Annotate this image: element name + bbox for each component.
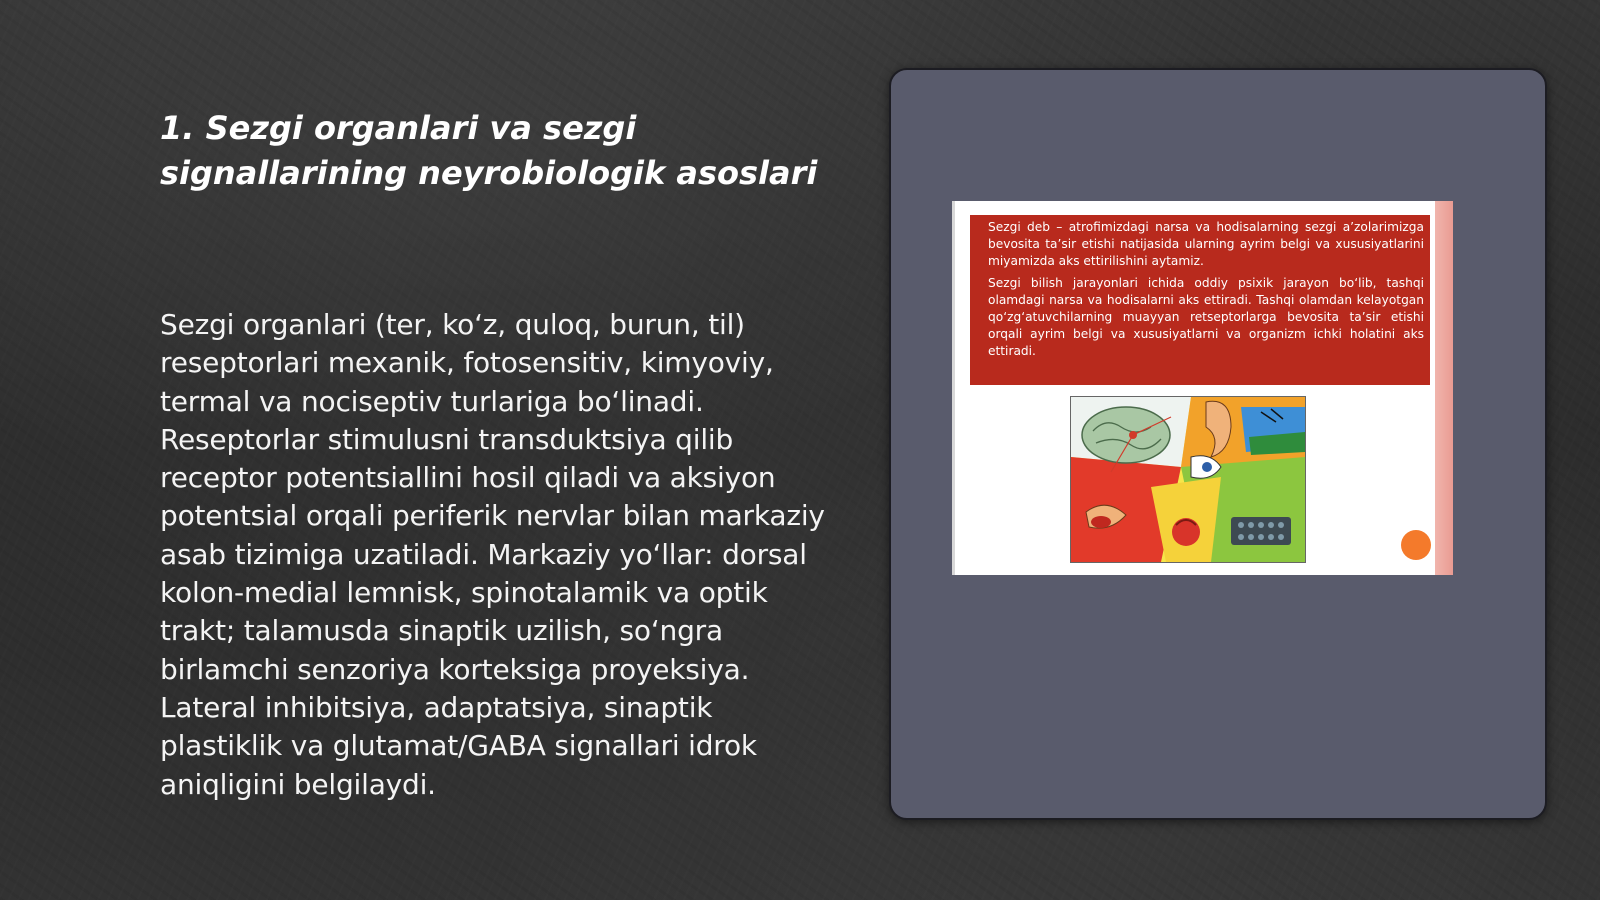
page-edge — [1435, 201, 1453, 575]
senses-collage-icon — [1071, 397, 1305, 562]
definition-paragraph-2: Sezgi bilish jarayonlari ichida oddiy psixik jarayon bo‘lib, tashqi olamdagi narsa va hodisalarni aks ettiradi. Tashqi olamdan kelayotgan qo‘zg‘atuvchilarning muayyan retseptorlarga bevosita ta’sir etishi orqali ayrim belgi va xususiyatlarni va organizm ichki holatini aks ettiradi. — [988, 275, 1424, 359]
senses-illustration — [1070, 396, 1306, 563]
image-panel — [889, 68, 1547, 820]
slide-body-text: Sezgi organlari (ter, ko‘z, quloq, burun, til) reseptorlari mexanik, fotosensitiv, kimyoviy, termal va nociseptiv turlariga bo‘linadi. Reseptorlar stimulusni transduktsiya qilib receptor potentsiallini hosil qiladi va aksiyon potentsial orqali periferik nervlar bilan markaziy asab tizimiga uzatiladi. Markaziy yo‘llar: dorsal kolon-medial lemnisk, spinotalamik va optik trakt; talamusda sinaptik uzilish, so‘ngra birlamchi senzoriya korteksiga proyeksiya. Lateral inhibitsiya, adaptatsiya, sinaptik plastiklik va glutamat/GABA signallari idrok aniqligini belgilaydi. — [160, 308, 825, 801]
orange-dot-icon — [1401, 530, 1431, 560]
slide-title: 1. Sezgi organlari va sezgi signallarining neyrobiologik asoslari — [160, 109, 818, 192]
definition-paragraph-1: Sezgi deb – atrofimizdagi narsa va hodisalarning sezgi a’zolarimizga bevosita ta’sir etishi natijasida ularning ayrim belgi va xususiyatlarini miyamizda aks ettirilishini aytamiz. — [988, 220, 1424, 269]
textbook-page-image — [952, 201, 1453, 575]
definition-box — [970, 215, 1430, 385]
